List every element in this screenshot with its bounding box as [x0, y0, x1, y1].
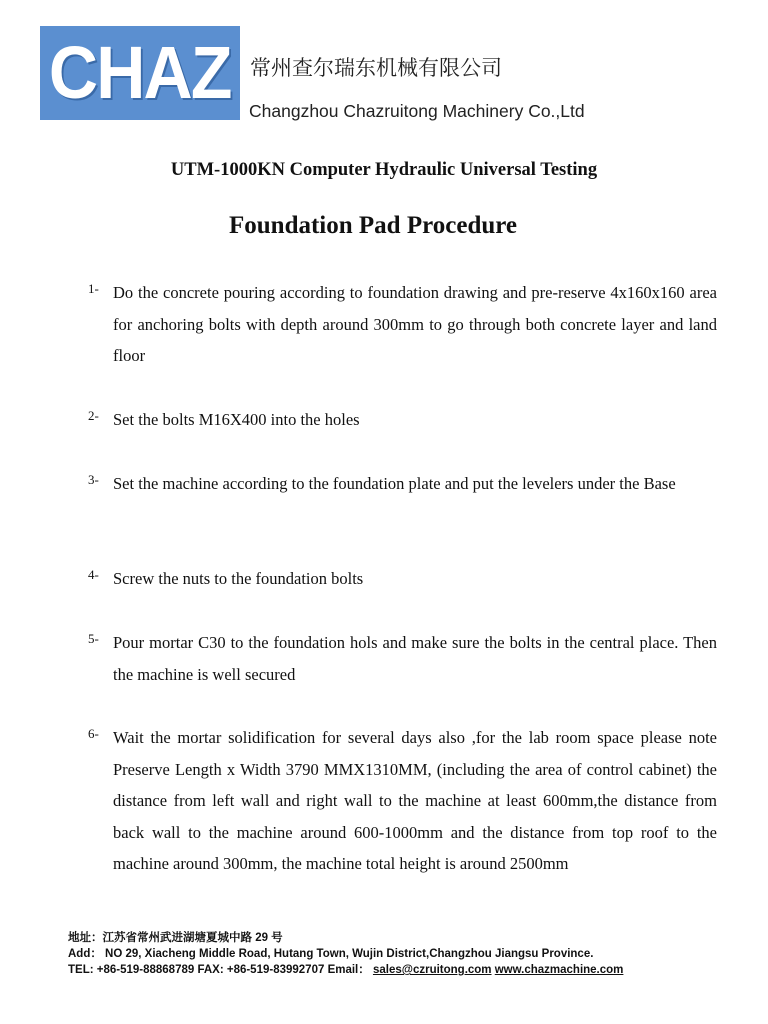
logo-text: CHAZ: [49, 31, 231, 114]
email-link[interactable]: sales@czruitong.com: [372, 964, 492, 976]
footer-address-chinese: 地址：江苏省常州武进湖塘夏城中路 29 号: [68, 932, 283, 944]
step-text: Screw the nuts to the foundation bolts: [113, 569, 364, 588]
step-text: Set the machine according to the foundation plate and put the levelers under the Base: [113, 474, 676, 493]
page-footer: [68, 930, 748, 978]
step-number: 1-: [88, 281, 99, 296]
step-number: 3-: [88, 472, 99, 487]
company-name-chinese: 常州查尔瑞东机械有限公司: [250, 56, 502, 80]
step-number: 4-: [88, 567, 99, 582]
footer-address-english: Add： NO 29, Xiacheng Middle Road, Hutang Town, Wujin District,Changzhou Jiangsu Province.: [68, 948, 594, 960]
step-number: 6-: [88, 726, 99, 741]
step-number: 5-: [88, 631, 99, 646]
website-link[interactable]: www.chazmachine.com: [494, 964, 624, 976]
document-title: UTM-1000KN Computer Hydraulic Universal Testing: [170, 160, 598, 180]
document-subtitle: Foundation Pad Procedure: [229, 212, 517, 239]
footer-contact-prefix: TEL: +86-519-88868789 FAX: +86-519-83992707 Email：: [68, 964, 370, 976]
step-number: 2-: [88, 408, 99, 423]
company-name-english: Changzhou Chazruitong Machinery Co.,Ltd: [249, 101, 585, 121]
step-text: Do the concrete pouring according to foundation drawing and pre-reserve 4x160x160 area for anchoring bolts with depth around 300mm to go through both concrete layer and land floor: [113, 283, 717, 365]
step-text: Wait the mortar solidification for several days also ,for the lab room space please note Preserve Length x Width 3790 MMX1310MM, (including the area of control cabinet) the distance from left wall and right wall to the machine at least 600mm,the distance from back wall to the machine around 600-1000mm and the distance from top roof to the machine around 300mm, the machine total height is around 2500mm: [113, 728, 717, 873]
step-text: Set the bolts M16X400 into the holes: [113, 410, 360, 429]
footer-contact: [68, 962, 748, 978]
step-text: Pour mortar C30 to the foundation hols and make sure the bolts in the central place. Then the machine is well secured: [113, 633, 717, 684]
